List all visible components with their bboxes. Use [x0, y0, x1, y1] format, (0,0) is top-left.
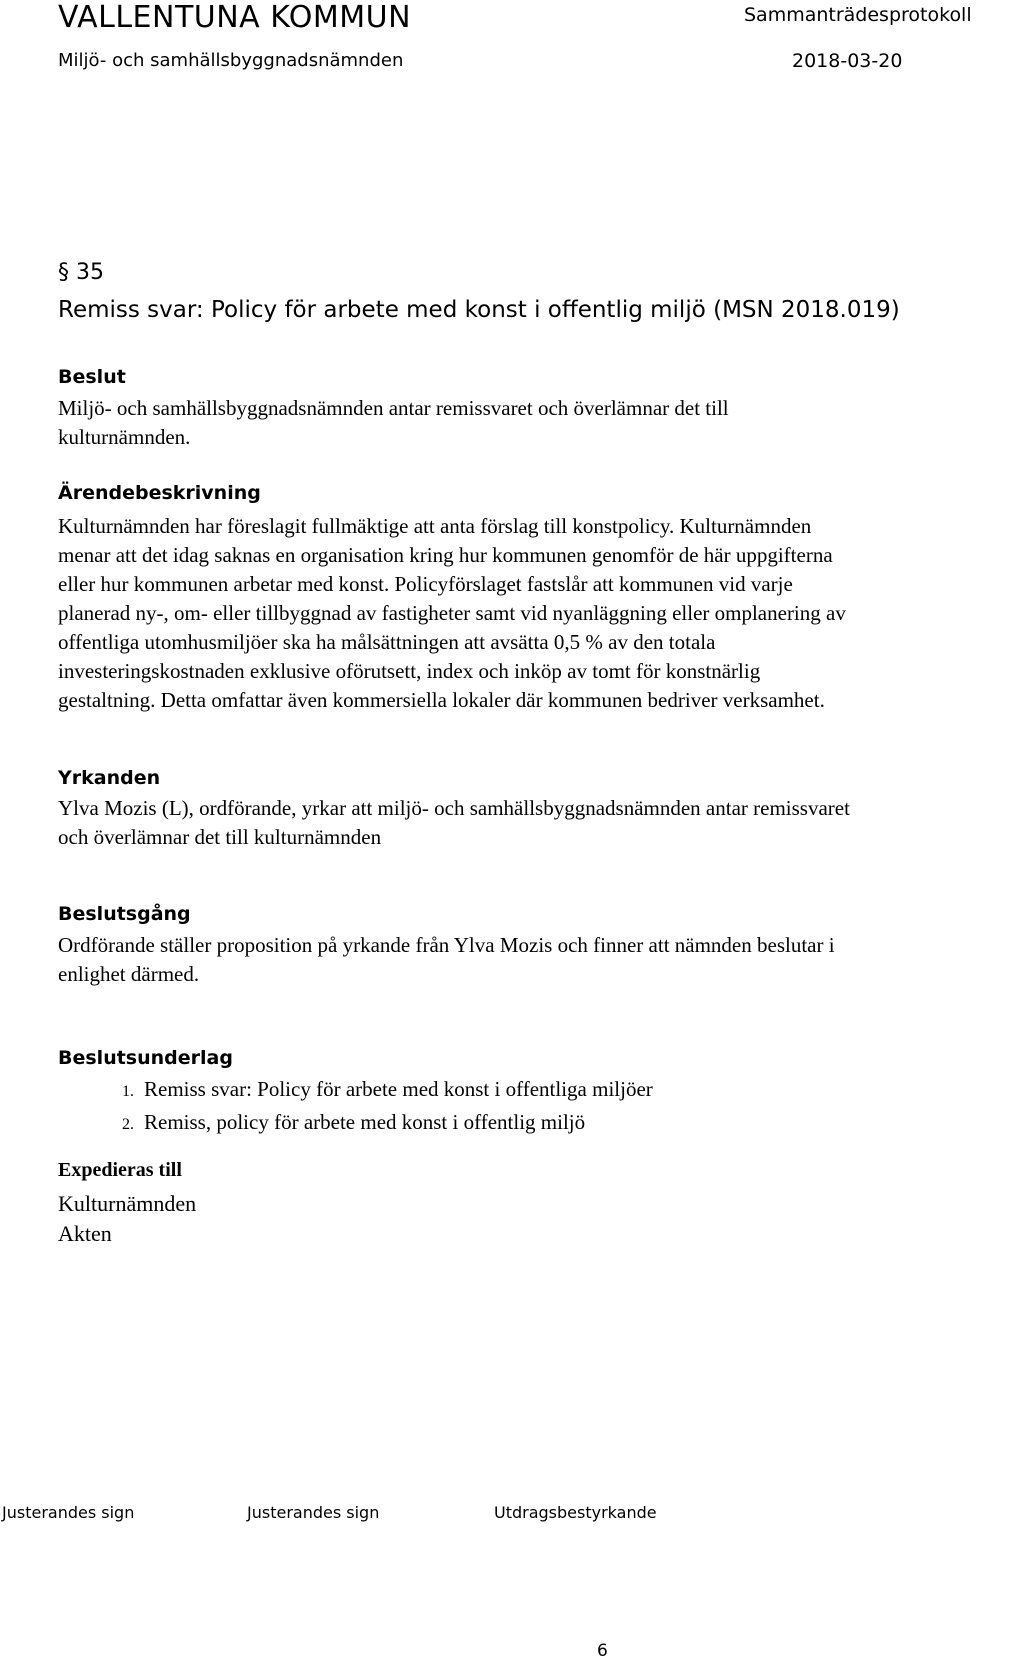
beslut-line: kulturnämnden.: [58, 425, 191, 449]
arendebeskrivning-text: [58, 512, 846, 715]
yrkanden-heading: Yrkanden: [58, 767, 161, 789]
beslutsgang-text: [58, 931, 835, 989]
list-item-text: Remiss svar: Policy för arbete med konst i offentliga miljöer: [144, 1077, 653, 1101]
yrkanden-line: Ylva Mozis (L), ordförande, yrkar att miljö- och samhällsbyggnadsnämnden antar remissvaret: [58, 796, 850, 820]
yrkanden-line: och överlämnar det till kulturnämnden: [58, 825, 382, 849]
beslutsunderlag-list: [58, 1074, 653, 1140]
organization-name: VALLENTUNA KOMMUN: [58, 0, 412, 35]
recipient: Akten: [58, 1221, 112, 1246]
list-item-number: 1.: [122, 1083, 134, 1100]
arendebeskrivning-line: Kulturnämnden har föreslagit fullmäktige att anta förslag till konstpolicy. Kulturnämnden: [58, 514, 812, 538]
list-item: [58, 1074, 653, 1107]
arendebeskrivning-line: gestaltning. Detta omfattar även kommersiella lokaler där kommunen bedriver verksamhet.: [58, 688, 825, 712]
document-type: Sammanträdesprotokoll: [744, 4, 972, 26]
beslut-heading: Beslut: [58, 366, 126, 388]
arendebeskrivning-heading: Ärendebeskrivning: [58, 482, 261, 504]
recipient: Kulturnämnden: [58, 1191, 197, 1216]
list-item-number: 2.: [122, 1116, 134, 1133]
yrkanden-text: [58, 794, 850, 852]
meeting-date: 2018-03-20: [792, 50, 903, 72]
certification-label: Utdragsbestyrkande: [494, 1503, 657, 1522]
arendebeskrivning-line: eller hur kommunen arbetar med konst. Policyförslaget fastslår att kommunen vid varje: [58, 572, 793, 596]
page-number: 6: [597, 1641, 608, 1661]
beslutsgang-heading: Beslutsgång: [58, 903, 191, 925]
list-item: [58, 1107, 653, 1140]
beslut-line: Miljö- och samhällsbyggnadsnämnden antar remissvaret och överlämnar det till: [58, 396, 729, 420]
arendebeskrivning-line: investeringskostnaden exklusive oförutsett, index och inköp av tomt för konstnärlig: [58, 659, 761, 683]
list-item-text: Remiss, policy för arbete med konst i offentlig miljö: [144, 1110, 586, 1134]
beslutsgang-line: enlighet därmed.: [58, 962, 200, 986]
item-title: Remiss svar: Policy för arbete med konst i offentlig miljö (MSN 2018.019): [58, 297, 900, 323]
beslut-text: [58, 394, 729, 452]
expedieras-heading: Expedieras till: [58, 1159, 182, 1181]
arendebeskrivning-line: menar att det idag saknas en organisation kring hur kommunen genomför de här uppgifterna: [58, 543, 833, 567]
signature-label-1: Justerandes sign: [2, 1503, 135, 1522]
expedieras-list: [58, 1189, 196, 1249]
beslutsgang-line: Ordförande ställer proposition på yrkande från Ylva Mozis och finner att nämnden beslutar i: [58, 933, 835, 957]
signature-label-2: Justerandes sign: [247, 1503, 380, 1522]
paragraph-number: § 35: [58, 260, 104, 285]
beslutsunderlag-heading: Beslutsunderlag: [58, 1047, 233, 1069]
arendebeskrivning-line: offentliga utomhusmiljöer ska ha målsättningen att avsätta 0,5 % av den totala: [58, 630, 716, 654]
committee-name: Miljö- och samhällsbyggnadsnämnden: [58, 50, 404, 71]
arendebeskrivning-line: planerad ny-, om- eller tillbyggnad av fastigheter samt vid nyanläggning eller omplanering av: [58, 601, 846, 625]
